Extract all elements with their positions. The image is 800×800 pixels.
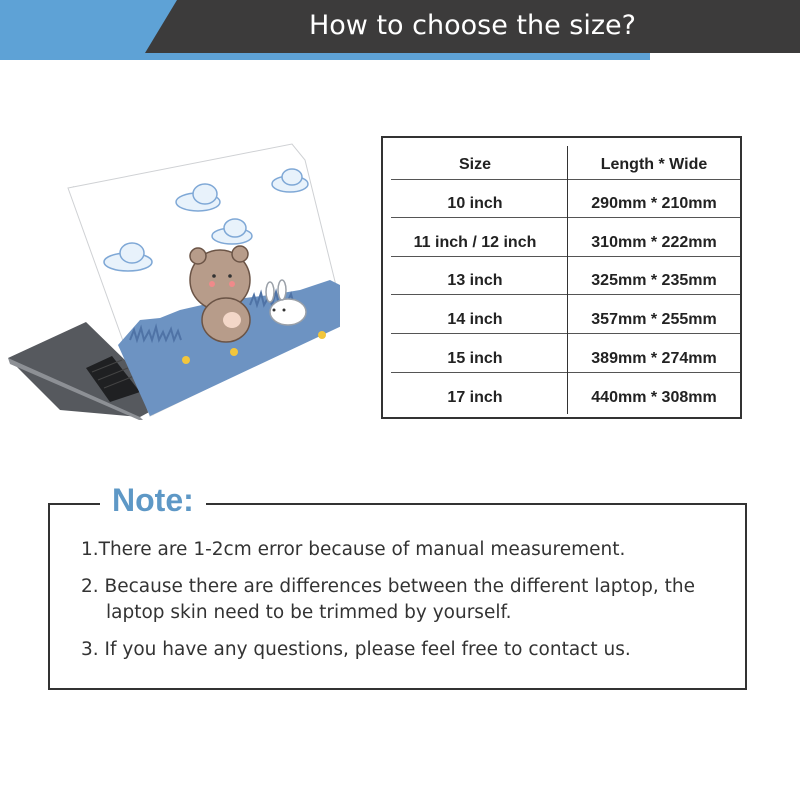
- note-item: [81, 574, 731, 626]
- note-item: [81, 637, 731, 663]
- note-item-text: 1.There are 1-2cm error because of manual measurement.: [81, 539, 626, 560]
- table-cell-dimensions: 440mm * 308mm: [591, 389, 717, 406]
- table-cell-size: 13 inch: [447, 272, 503, 289]
- note-title: Note:: [100, 478, 206, 522]
- note-item: [81, 537, 731, 563]
- table-cell-size: 17 inch: [447, 389, 503, 406]
- table-cell-size: 10 inch: [447, 195, 503, 212]
- table-cell-size: 11 inch / 12 inch: [413, 234, 537, 251]
- table-cell-size: 15 inch: [447, 350, 503, 367]
- page-title: How to choose the size?: [308, 9, 636, 41]
- table-cell-size: 14 inch: [447, 311, 503, 328]
- note-item-text: 3. If you have any questions, please feel free to contact us.: [81, 639, 631, 660]
- table-cell-dimensions: 290mm * 210mm: [591, 195, 717, 212]
- table-header-size: Size: [458, 156, 491, 173]
- note-item-continuation: laptop skin need to be trimmed by yourself.: [106, 602, 512, 623]
- size-table: [381, 136, 742, 419]
- note-item-text: 2. Because there are differences between the different laptop, the: [81, 576, 695, 597]
- table-header-dimensions: Length * Wide: [600, 156, 708, 173]
- laptop-illustration: [0, 140, 340, 420]
- table-cell-dimensions: 310mm * 222mm: [591, 234, 717, 251]
- table-cell-dimensions: 325mm * 235mm: [591, 272, 717, 289]
- table-cell-dimensions: 357mm * 255mm: [591, 311, 717, 328]
- table-cell-dimensions: 389mm * 274mm: [591, 350, 717, 367]
- table-row: [383, 379, 740, 417]
